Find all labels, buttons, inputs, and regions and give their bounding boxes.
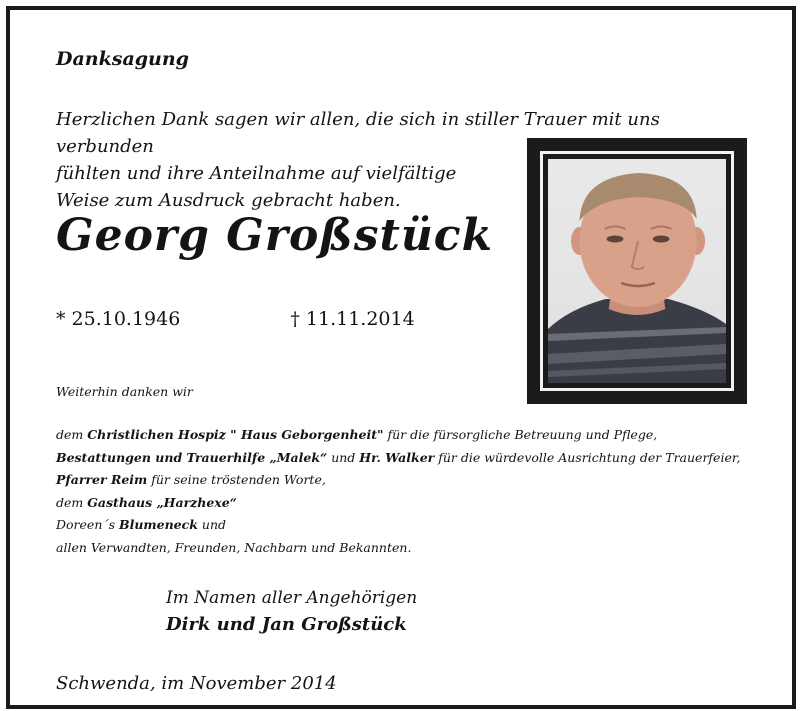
- intro-line: Weise zum Ausdruck gebracht haben.: [56, 190, 401, 211]
- thanks-text: dem: [56, 494, 88, 510]
- thanks-line: [56, 424, 740, 447]
- thanks-text: für seine tröstenden Worte,: [147, 472, 326, 487]
- thanks-text: Doreen´s: [56, 517, 120, 532]
- thanks-line: [56, 492, 740, 515]
- signature-names: Dirk und Jan Großstück: [166, 614, 407, 635]
- thanks-text: und: [197, 517, 226, 532]
- thanks-line: [56, 514, 740, 537]
- thanks-bold: Bestattungen und Trauerhilfe „Malek“: [56, 449, 328, 465]
- death-date: † 11.11.2014: [290, 308, 415, 330]
- thanks-text: allen Verwandten, Freunden, Nachbarn und Bekannten.: [56, 539, 412, 555]
- thanks-line: [56, 447, 740, 470]
- thanks-bold: Christlichen Hospiz " Haus Geborgenheit": [87, 427, 384, 442]
- place-date: Schwenda, im November 2014: [56, 673, 337, 694]
- photo-frame: [527, 138, 747, 404]
- portrait-photo: [548, 159, 726, 383]
- intro-line: Herzlichen Dank sagen wir allen, die sich in stiller Trauer mit uns verbunden: [56, 109, 660, 157]
- thanks-text: und: [327, 449, 360, 465]
- thanks-bold: Blumeneck: [119, 517, 198, 532]
- life-dates: [56, 308, 415, 330]
- birth-date: * 25.10.1946: [56, 308, 181, 330]
- thanks-text: dem: [56, 427, 88, 442]
- signature-line: Im Namen aller Angehörigen: [166, 588, 418, 608]
- thanks-list: [56, 424, 740, 559]
- thanks-text: für die fürsorgliche Betreuung und Pflege,: [383, 427, 658, 442]
- thanks-text: für die würdevolle Ausrichtung der Trauerfeier,: [434, 449, 741, 465]
- photo-mat: [540, 151, 734, 391]
- thanks-line: [56, 469, 740, 492]
- portrait-icon: [548, 159, 726, 383]
- thanks-line: [56, 537, 740, 560]
- heading: Danksagung: [56, 48, 189, 70]
- obituary-card: [6, 6, 796, 709]
- further-thanks-label: Weiterhin danken wir: [56, 384, 193, 399]
- intro-line: fühlten und ihre Anteilnahme auf vielfältige: [56, 163, 457, 184]
- thanks-bold: Hr. Walker: [359, 449, 435, 465]
- deceased-name: Georg Großstück: [56, 210, 494, 261]
- thanks-bold: Pfarrer Reim: [56, 472, 148, 487]
- thanks-bold: Gasthaus „Harzhexe“: [87, 494, 237, 510]
